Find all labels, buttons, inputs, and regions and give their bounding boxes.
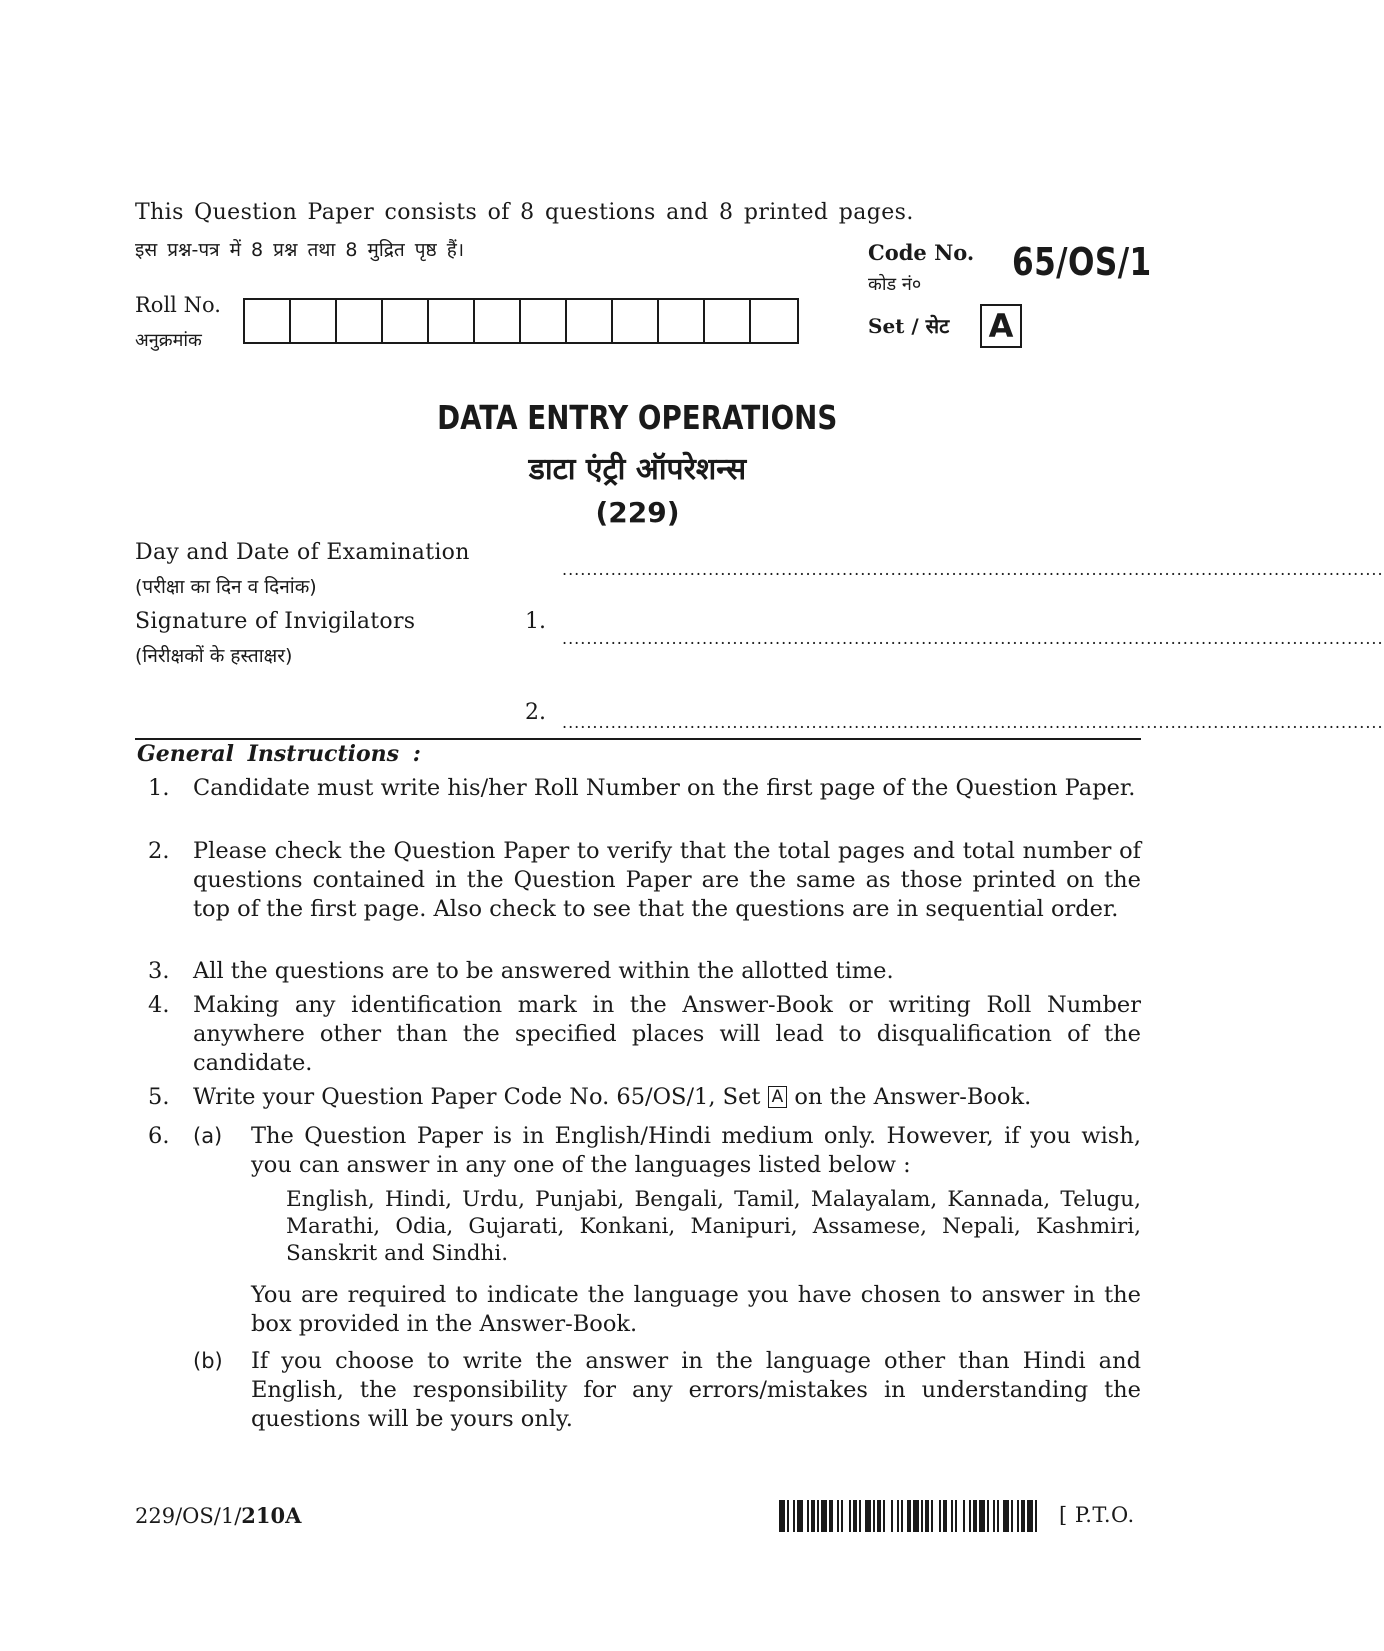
roll-number-cell[interactable] [337,300,383,342]
sub-item-label: (b) [193,1349,223,1373]
pages-notice-hindi: इस प्रश्न-पत्र में 8 प्रश्न तथा 8 मुद्रित पृष्ठ हैं। [135,239,465,261]
set-badge: A [980,304,1022,348]
instruction-number: 1. [148,775,170,801]
signature-label: Signature of Invigilators [135,609,416,634]
roll-number-cell[interactable] [567,300,613,342]
instruction-number: 3. [148,958,170,984]
instruction-text-before: Write your Question Paper Code No. 65/OS/1, Set [193,1084,761,1110]
instruction-number: 2. [148,838,170,864]
instruction-text: Candidate must write his/her Roll Number on the first page of the Question Paper. [193,775,1136,801]
barcode-icon [779,1500,1042,1532]
subject-title-hindi: डाटा एंट्री ऑपरेशन्स [528,452,747,487]
languages-list: English, Hindi, Urdu, Punjabi, Bengali, Tamil, Malayalam, Kannada, Telugu, Marathi, Odia, Gujarati, Konkani, Manipuri, Assamese, Nepali, Kashmiri, Sanskrit and Sindhi. [286,1187,1141,1266]
instruction-number: 4. [148,992,170,1018]
instruction-number: 5. [148,1084,170,1110]
set-label: Set / सेट [868,314,950,338]
sub-item-text: The Question Paper is in English/Hindi medium only. However, if you wish, you can answer in any one of the languages listed below : [251,1123,1141,1178]
set-box-inline: A [768,1086,788,1108]
roll-number-cell[interactable] [613,300,659,342]
signature-number-1: 1. [525,609,546,634]
instruction-text [193,1083,1141,1112]
subject-title-text: DATA ENTRY OPERATIONS [437,398,838,437]
sub-item-label: (a) [193,1124,223,1148]
sub-item-note: You are required to indicate the language you have chosen to answer in the box provided in the Answer-Book. [251,1282,1141,1337]
footer-code-bold: 210A [241,1503,302,1528]
roll-number-cell[interactable] [705,300,751,342]
code-label: Code No. [868,240,975,265]
roll-number-cell[interactable] [291,300,337,342]
roll-number-cell[interactable] [475,300,521,342]
pto-label: [ P.T.O. [1059,1503,1135,1527]
signature-field-1[interactable]: ....................................................................................................................................... [562,629,1384,648]
instructions-heading: General Instructions : [137,741,421,767]
subject-code: (229) [595,496,680,529]
paper-code: 65/OS/1 [1012,240,1152,284]
signature-number-2: 2. [525,700,546,725]
exam-date-label-hindi: (परीक्षा का दिन व दिनांक) [135,576,317,598]
instruction-text: Making any identification mark in the Answer-Book or writing Roll Number anywhere other than the specified places will lead to disqualification of the candidate. [193,992,1141,1076]
code-label-hindi: कोड नं० [868,274,922,295]
exam-date-field[interactable]: ....................................................................................................................................... [562,560,1384,579]
subject-title [0,398,1275,437]
roll-number-cell[interactable] [751,300,797,342]
instruction-text: Please check the Question Paper to verify that the total pages and total number of questions contained in the Question Paper are the same as those printed on the top of the first page. Also check to see that the questions are in sequential order. [193,838,1141,922]
footer-code [135,1503,301,1528]
sub-item-text: If you choose to write the answer in the language other than Hindi and English, the responsibility for any errors/mistakes in understanding the questions will be yours only. [251,1348,1141,1432]
signature-field-2[interactable]: ....................................................................................................................................... [562,713,1384,732]
roll-label: Roll No. [135,293,221,317]
roll-number-cell[interactable] [521,300,567,342]
roll-label-hindi: अनुक्रमांक [135,330,202,351]
roll-number-cell[interactable] [383,300,429,342]
roll-number-boxes[interactable] [243,298,799,344]
roll-number-cell[interactable] [429,300,475,342]
roll-number-cell[interactable] [245,300,291,342]
pages-notice: This Question Paper consists of 8 questions and 8 printed pages. [135,200,914,225]
exam-date-label: Day and Date of Examination [135,540,470,565]
signature-label-hindi: (निरीक्षकों के हस्ताक्षर) [135,645,293,667]
footer-code-prefix: 229/OS/1/ [135,1504,242,1528]
instruction-text-after: on the Answer-Book. [794,1084,1032,1110]
roll-number-cell[interactable] [659,300,705,342]
instruction-number: 6. [148,1123,170,1149]
divider-rule [135,738,1141,740]
instruction-text: All the questions are to be answered within the allotted time. [193,958,894,984]
